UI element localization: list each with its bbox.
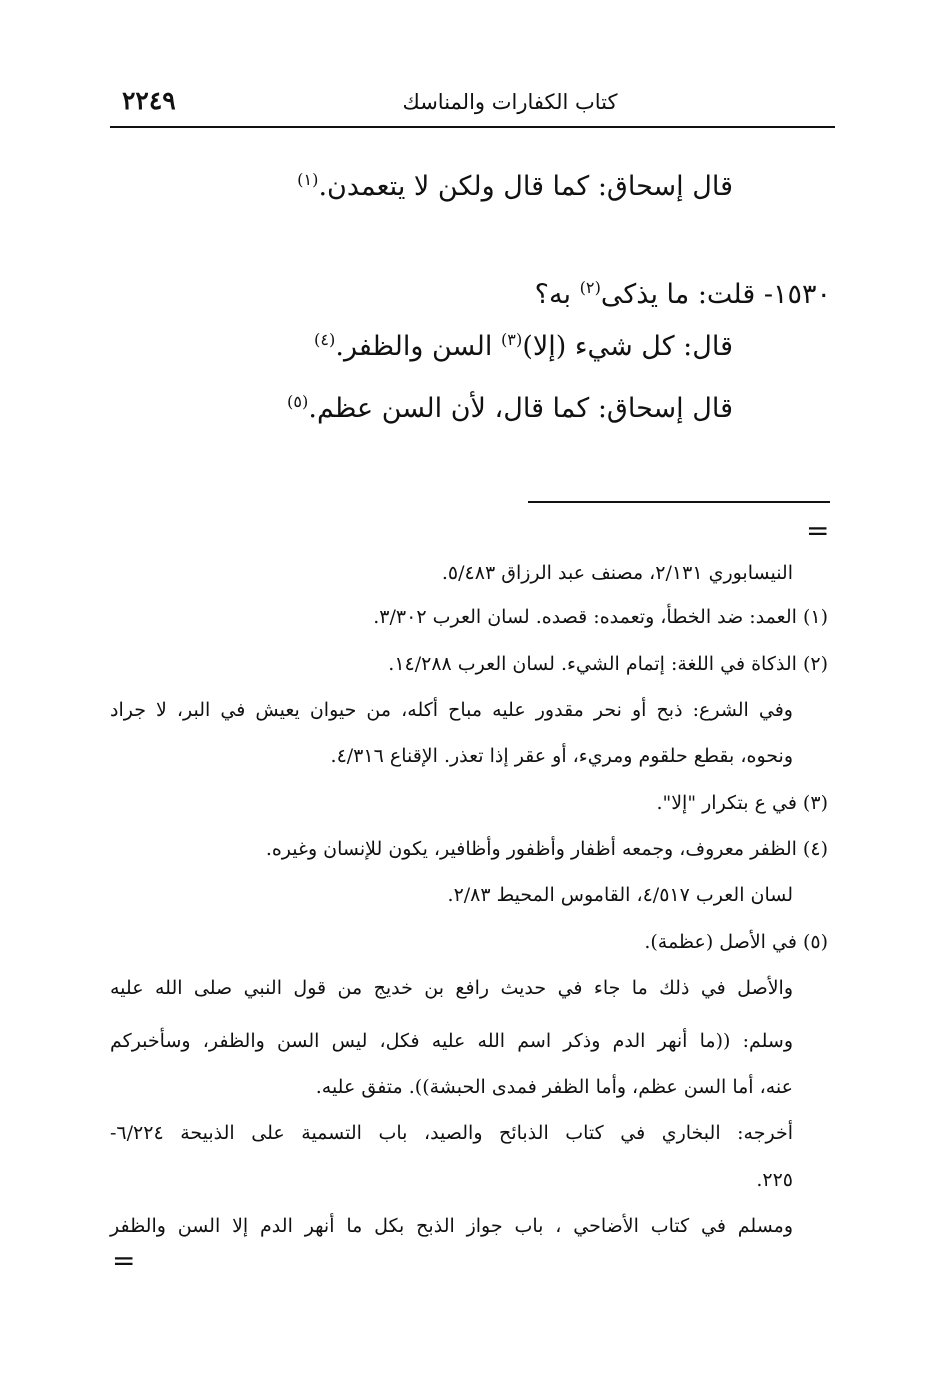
footnote-line: والأصل في ذلك ما جاء في حديث رافع بن خديج من قول النبي صلى الله عليه <box>110 977 793 999</box>
footnote-line: (١) العمد: ضد الخطأ، وتعمده: قصده. لسان العرب ٣/٣٠٢. <box>373 606 828 628</box>
footnote-ref-3: (٣) <box>500 330 523 349</box>
footnote-ref-2: (٢) <box>579 278 601 297</box>
footnote-end-mark: = <box>112 1244 136 1277</box>
footnote-line: ومسلم في كتاب الأضاحي ، باب جواز الذبح بكل ما أنهر الدم إلا السن والظفر <box>110 1215 793 1237</box>
page-header <box>110 82 835 128</box>
page-number: ٢٢٤٩ <box>122 86 176 115</box>
footnote-line: ونحوه، بقطع حلقوم ومريء، أو عقر إذا تعذر. الإقناع ٤/٣١٦. <box>330 745 793 767</box>
footnote-line: لسان العرب ٤/٥١٧، القاموس المحيط ٢/٨٣. <box>447 884 793 906</box>
running-title: كتاب الكفارات والمناسك <box>402 90 618 114</box>
footnote-line: النيسابوري ٢/١٣١، مصنف عبد الرزاق ٥/٤٨٣. <box>441 562 793 584</box>
footnote-separator <box>528 501 830 503</box>
footnote-ref-5: (٥) <box>287 392 309 411</box>
footnote-ref-4: (٤) <box>314 330 336 349</box>
main-line-question-1530: ١٥٣٠- قلت: ما يذكى$^{(٢)}$ به؟ <box>534 278 831 310</box>
main-line-answer: قال: كل شيء (إلا)$^{(٣)}$ السن والظفر.$^{(٤)}$ <box>314 330 733 362</box>
footnote-line: (٤) الظفر معروف، وجمعه أظفار وأظفور وأظافير، يكون للإنسان وغيره. <box>265 838 828 860</box>
main-line-ishaq-1: قال إسحاق: كما قال ولكن لا يتعمدن.$^{(١)}$ <box>297 170 733 202</box>
footnote-ref-1: (١) <box>297 170 319 189</box>
footnote-line: وسلم: ((ما أنهر الدم وذكر اسم الله عليه فكل، ليس السن والظفر، وسأخبركم <box>110 1030 793 1052</box>
footnote-line: أخرجه: البخاري في كتاب الذبائح والصيد، باب التسمية على الذبيحة ٦/٢٢٤- <box>110 1122 793 1144</box>
footnote-line: (٢) الذكاة في اللغة: إتمام الشيء. لسان العرب ١٤/٢٨٨. <box>388 653 828 675</box>
footnote-line: (٣) في ع بتكرار "إلا". <box>656 792 828 814</box>
continuation-mark: = <box>806 514 830 547</box>
footnote-line: وفي الشرع: ذبح أو نحر مقدور عليه مباح أكله، من حيوان يعيش في البر، لا جراد <box>110 699 793 721</box>
footnote-line: ٢٢٥. <box>756 1169 793 1191</box>
footnote-line: عنه، أما السن عظم، وأما الظفر فمدى الحبشة)). متفق عليه. <box>315 1076 793 1098</box>
main-line-ishaq-2: قال إسحاق: كما قال، لأن السن عظم.$^{(٥)}$ <box>287 392 733 424</box>
footnote-line: (٥) في الأصل (عظمة). <box>644 931 828 953</box>
